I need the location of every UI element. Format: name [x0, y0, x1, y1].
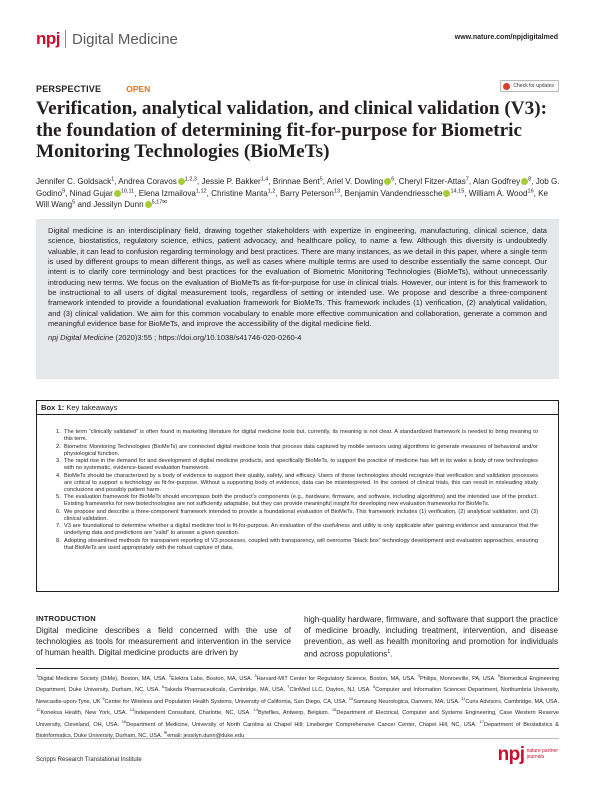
- affiliation-text: Curis Advisors, Cambridge, MA, USA.: [465, 698, 559, 705]
- affiliation-number: ✉: [163, 730, 168, 736]
- intro-right-end: .: [390, 649, 393, 659]
- citation-line: [48, 333, 547, 342]
- affiliation-text[interactable]: email: jessilyn.dunn@duke.edu: [167, 733, 245, 740]
- open-access-tag: OPEN: [126, 84, 151, 94]
- author-affiliation-ref: 5: [319, 176, 323, 183]
- affiliation-text: Elektra Labs, Boston, MA, USA.: [171, 675, 255, 682]
- author-name: Jennifer C. Goldsack: [36, 177, 112, 186]
- author[interactable]: [399, 177, 473, 186]
- author-name: Alan Godfrey: [472, 177, 521, 186]
- takeaway-item: [56, 444, 538, 458]
- author-name: Brinnae Bent: [272, 177, 320, 186]
- author-list: [36, 176, 561, 211]
- author-separator: ,: [531, 177, 536, 186]
- takeaway-number: 1.: [56, 429, 61, 435]
- author-name: Cheryl Fitzer-Attas: [398, 177, 466, 186]
- author-affiliation-ref: 9: [62, 187, 66, 194]
- takeaway-number: 8.: [56, 537, 61, 544]
- affiliation-number: 10: [348, 695, 354, 701]
- author-name: Ariel V. Dowling: [326, 177, 384, 186]
- author-name: Benjamin Vandendriessche: [344, 188, 443, 198]
- author-separator: ,: [394, 177, 399, 186]
- takeaway-text: We propose and describe a three-component framework intended to provide a foundational evaluation of BioMeTs. This framework includes (1) verification, (2) analytical validation, and (3) clinical validation.: [64, 508, 538, 522]
- affiliation-number: 6: [162, 684, 165, 690]
- affiliation-text: Byteflies, Antwerp, Belgium.: [257, 710, 332, 717]
- author-affiliation-ref: 5,17✉: [151, 199, 167, 206]
- affiliation-number: 17: [479, 718, 484, 724]
- author[interactable]: [36, 177, 118, 186]
- orcid-icon[interactable]: [178, 178, 185, 185]
- takeaway-text: Adopting streamlined methods for transparent reporting of V3 processes, coupled with transparency, will overcome “black box” technology development and evaluation approaches, ensuring that BioMeTs are used appropriately with the robust capture of data.: [64, 537, 538, 551]
- introduction-heading: INTRODUCTION: [36, 614, 96, 623]
- author-separator: ,: [65, 188, 70, 198]
- author[interactable]: [93, 200, 167, 209]
- affiliation-number: 4: [417, 673, 420, 678]
- journal-url[interactable]: www.nature.com/npjdigitalmed: [454, 34, 558, 41]
- article-type-row: [36, 84, 150, 94]
- author-affiliation-ref: 1,2: [267, 187, 276, 194]
- affiliation-text: Department of Medicine, University of North Carolina at Chapel Hill; Lineberger Comprehensive Cancer Center, Chapel Hill, NC, USA.: [126, 721, 480, 728]
- author-separator: ,: [206, 188, 212, 198]
- check-updates-label: Check for updates: [513, 83, 554, 89]
- author[interactable]: [280, 189, 345, 198]
- article-type: PERSPECTIVE: [36, 84, 102, 94]
- check-for-updates-button[interactable]: [500, 80, 559, 92]
- affiliation-text: Harvard-MIT Center for Regulatory Science, Boston, MA, USA.: [256, 675, 418, 682]
- affiliation-number: 15: [331, 707, 337, 713]
- author-name: Jessie P. Bakker: [201, 177, 261, 186]
- author-affiliation-ref: 1: [111, 176, 115, 183]
- takeaway-text: BioMeTs should be characterized by a body of evidence to support their quality, safety, and efficacy. Users of these technologies should recognize that verification and validation processes are critical to support a technology as fit-for-purpose. Without a supporting body of evidence, data can be misinterpreted. In the context of clinical trials, this can result in misleading study conclusions and possibly patient harm.: [64, 472, 538, 493]
- journal-name: Digital Medicine: [72, 30, 178, 48]
- author-affiliation-ref: 10,11: [120, 187, 135, 194]
- masthead-divider: [65, 30, 66, 48]
- box-label: Box 1:: [41, 403, 65, 412]
- orcid-icon[interactable]: [114, 190, 121, 197]
- author-affiliation-ref: 5: [72, 199, 76, 206]
- author-affiliation-ref: 8: [528, 176, 532, 183]
- intro-right-column: [304, 614, 558, 660]
- affiliation-number: 12: [36, 707, 41, 713]
- crossmark-icon: [503, 83, 510, 90]
- author-separator: ,: [275, 188, 280, 198]
- abstract-text: Digital medicine is an interdisciplinary field, drawing together stakeholders with expertize in engineering, manufacturing, clinical science, data science, biostatistics, regulatory science, ethics, patient advocacy, and healthcare policy, to name a few. Although this diversity is undoubtedly valuable, it can lead to confusion regarding terminology and best practices. There are many instances, as we detail in this paper, where a single term is used by different groups to mean different things, as well as cases where multiple terms are used to describe essentially the same concept. Our intent is to clarify core terminology and best practices for the evaluation of Biometric Monitoring Technologies (BioMeTs), without unnecessarily introducing new terms. We focus on the evaluation of BioMeTs as fit-for-purpose for use in clinical trials. However, our intent is for this framework to be instructional to all users of digital measurement tools, regardless of setting or intended use. We propose and describe a three-component framework intended to provide a foundational evaluation framework for BioMeTs. This framework includes (1) verification, (2) analytical validation, and (3) clinical validation. We aim for this common vocabulary to enable more effective communication and collaboration, generate a common and meaningful evidence base for BioMeTs, and improve the accessibility of the digital medicine field.: [48, 226, 547, 329]
- partner-journals-label: [527, 749, 558, 760]
- affiliation-text: Biomedical Engineering Department, Duke University, Durham, NC, USA.: [36, 675, 559, 694]
- takeaway-number: 6.: [56, 508, 61, 515]
- author-affiliation-ref: 1,12: [195, 187, 207, 194]
- affiliation-text: ClinMed LLC, Dayton, NJ, USA.: [289, 687, 374, 694]
- author[interactable]: [327, 177, 399, 186]
- affiliation-number: 7: [287, 684, 290, 690]
- author-affiliation-ref: 16: [527, 187, 534, 194]
- box-title: Key takeaways: [64, 403, 118, 412]
- partner-line-1: nature partner: [526, 748, 558, 755]
- takeaway-item: [56, 509, 538, 523]
- author-separator: ,: [322, 177, 327, 186]
- takeaway-text: The evaluation framework for BioMeTs should encompass both the product’s components (e.g., hardware, firmware, and software, including algorithms) and the intended use of the product. Existing frameworks for new biotechnologies are not sufficiently adaptable, but they can provide meaningful insight for developing new evaluation frameworks for BioMeTs.: [64, 494, 538, 508]
- partner-line-2: journals: [526, 754, 545, 760]
- author[interactable]: [273, 177, 327, 186]
- affiliation-number: 14: [253, 707, 258, 713]
- author-name: Job G. Godino: [36, 177, 560, 198]
- intro-right-text: high-quality hardware, firmware, and software that support the practice of medicine broadly, including treatment, intervention, and disease prevention, as well as health monitoring and promotion for individuals and across populations: [304, 615, 558, 659]
- author-separator: ,: [134, 188, 139, 198]
- abstract-panel: [36, 219, 559, 379]
- author-affiliation-ref: 13: [333, 187, 341, 194]
- footer-npj-logo: npj: [497, 744, 525, 765]
- citation-doi[interactable]: (2020)3:55 ; https://doi.org/10.1038/s41746-020-0260-4: [113, 333, 302, 343]
- affiliation-text: Koneksa Health, New York, USA.: [40, 710, 130, 717]
- footer-institute: Scripps Research Translational Institute: [36, 757, 142, 763]
- author-name: Ninad Gujar: [69, 188, 113, 198]
- author-separator: ,: [533, 188, 539, 198]
- affiliation-text: Independent Consultant, Charlotte, NC, USA.: [134, 710, 254, 717]
- npj-partner-logo: [498, 744, 558, 766]
- author-affiliation-ref: 1,2,3: [184, 176, 197, 183]
- author-affiliation-ref: 14,15: [450, 187, 465, 194]
- takeaway-number: 3.: [56, 458, 61, 465]
- affiliations-divider: [36, 668, 559, 669]
- author-name: Ke Will Wang: [36, 188, 549, 209]
- author-separator: ,: [464, 188, 469, 198]
- affiliation-text: Philips, Monroeville, PA, USA.: [419, 675, 498, 682]
- author-affiliation-ref: 1,4: [260, 176, 269, 183]
- citation-journal: npj Digital Medicine: [48, 333, 114, 343]
- affiliation-number: 9: [102, 695, 105, 701]
- reference-link[interactable]: 1: [387, 649, 391, 656]
- affiliation-number: 11: [461, 695, 466, 701]
- author-name: William A. Wood: [468, 188, 528, 198]
- affiliation-number: 8: [373, 684, 376, 690]
- author-affiliation-ref: 7: [465, 176, 469, 183]
- npj-logo: npj: [36, 29, 60, 48]
- takeaway-number: 2.: [56, 443, 61, 450]
- takeaway-text: The rapid rise in the demand for and development of digital medicine products, and specifically BioMeTs, to support the practice of medicine has left in its wake a body of new technologies with no systematic, evidence-based evaluation framework.: [64, 458, 538, 472]
- author[interactable]: [345, 189, 469, 198]
- author-name: Christine Manta: [211, 188, 268, 198]
- takeaway-item: [56, 538, 538, 552]
- author-separator: ,: [114, 177, 119, 186]
- affiliation-number: 13: [129, 707, 135, 713]
- author[interactable]: [139, 189, 211, 198]
- key-takeaways-box: [36, 400, 559, 592]
- affiliation-number: 2: [168, 673, 172, 678]
- takeaway-item: [56, 458, 538, 472]
- box-header: [37, 401, 558, 415]
- takeaway-text: V3 are foundational to determine whether a digital medicine tool is fit-for-purpose. An evaluation of the usefulness and utility is only applicable after gaining evidence and assurance that the underlying data and predictions are “valid” to answer a given question.: [64, 523, 538, 537]
- takeaway-item: [56, 473, 538, 494]
- affiliations-block: [36, 672, 559, 741]
- article-title: Verification, analytical validation, and clinical validation (V3): the foundation of determining fit-for-purpose for Biometric Monitoring Technologies (BioMeTs): [36, 98, 547, 162]
- author-separator: ,: [268, 177, 273, 186]
- affiliation-text: Takeda Pharmaceuticals, Cambridge, MA, USA.: [164, 687, 288, 694]
- takeaway-item: [56, 494, 538, 508]
- author-separator: ,: [196, 177, 202, 186]
- author[interactable]: [118, 177, 201, 186]
- takeaway-number: 7.: [56, 523, 61, 530]
- affiliation-text: Department of Electrical, Computer and Systems Engineering, Case Western Reserve University, Cleveland, OH, USA.: [36, 710, 560, 728]
- author-affiliation-ref: 6: [391, 176, 395, 183]
- author-name: Barry Peterson: [279, 188, 334, 198]
- author[interactable]: [201, 177, 272, 186]
- affiliation-number: 16: [121, 718, 127, 724]
- affiliation-number: 3: [254, 673, 257, 678]
- author-name: Andrea Coravos: [118, 177, 177, 186]
- author-separator: and: [75, 200, 94, 209]
- takeaway-text: Biometric Monitoring Technologies (BioMeTs) are connected digital medicine tools that process data captured by mobile sensors using algorithms to generate measures of behavioral and/or physiological function.: [64, 443, 538, 457]
- takeaway-item: [56, 429, 538, 443]
- takeaway-number: 4.: [56, 472, 61, 479]
- takeaway-item: [56, 523, 538, 537]
- author[interactable]: [70, 189, 139, 198]
- takeaway-number: 5.: [56, 494, 61, 501]
- orcid-icon[interactable]: [145, 201, 152, 208]
- affiliation-text: Digital Medicine Society (DiMe), Boston, MA, USA.: [38, 675, 169, 682]
- affiliation-text: Samsung Neurologica, Danvers, MA, USA.: [353, 698, 462, 705]
- affiliation-text: Department of Biostatistics & Bioinformatics, Duke University, Durham, NC, USA.: [36, 721, 560, 740]
- footer-divider: [36, 738, 559, 739]
- journal-masthead: [36, 28, 178, 50]
- affiliation-text: Computer and Information Sciences Department, Northumbria University, Newcastle-upon-Tyne, UK: [36, 687, 559, 705]
- affiliation-number: 5: [497, 673, 501, 678]
- author-name: Jessilyn Dunn: [93, 200, 144, 209]
- intro-left-column: Digital medicine describes a field concerned with the use of technologies as tools for measurement and intervention in the service of human health. Digital medicine products are driven by: [36, 626, 291, 658]
- affiliation-text: Center for Wireless and Population Health Systems, University of California, San Diego, CA, USA.: [104, 698, 349, 705]
- author[interactable]: [473, 177, 536, 186]
- affiliation-number: 1: [36, 673, 39, 678]
- takeaways-list: [37, 415, 558, 552]
- author-separator: ,: [468, 177, 473, 186]
- author[interactable]: [211, 189, 280, 198]
- takeaway-text: The term “clinically validated” is often found in marketing literature for digital medicine tools but, currently, its meaning is not clear. A standardized framework is needed to bring meaning to this term.: [64, 429, 538, 443]
- author-name: Elena Izmailova: [138, 188, 196, 198]
- author[interactable]: [469, 189, 538, 198]
- author-separator: ,: [340, 188, 345, 198]
